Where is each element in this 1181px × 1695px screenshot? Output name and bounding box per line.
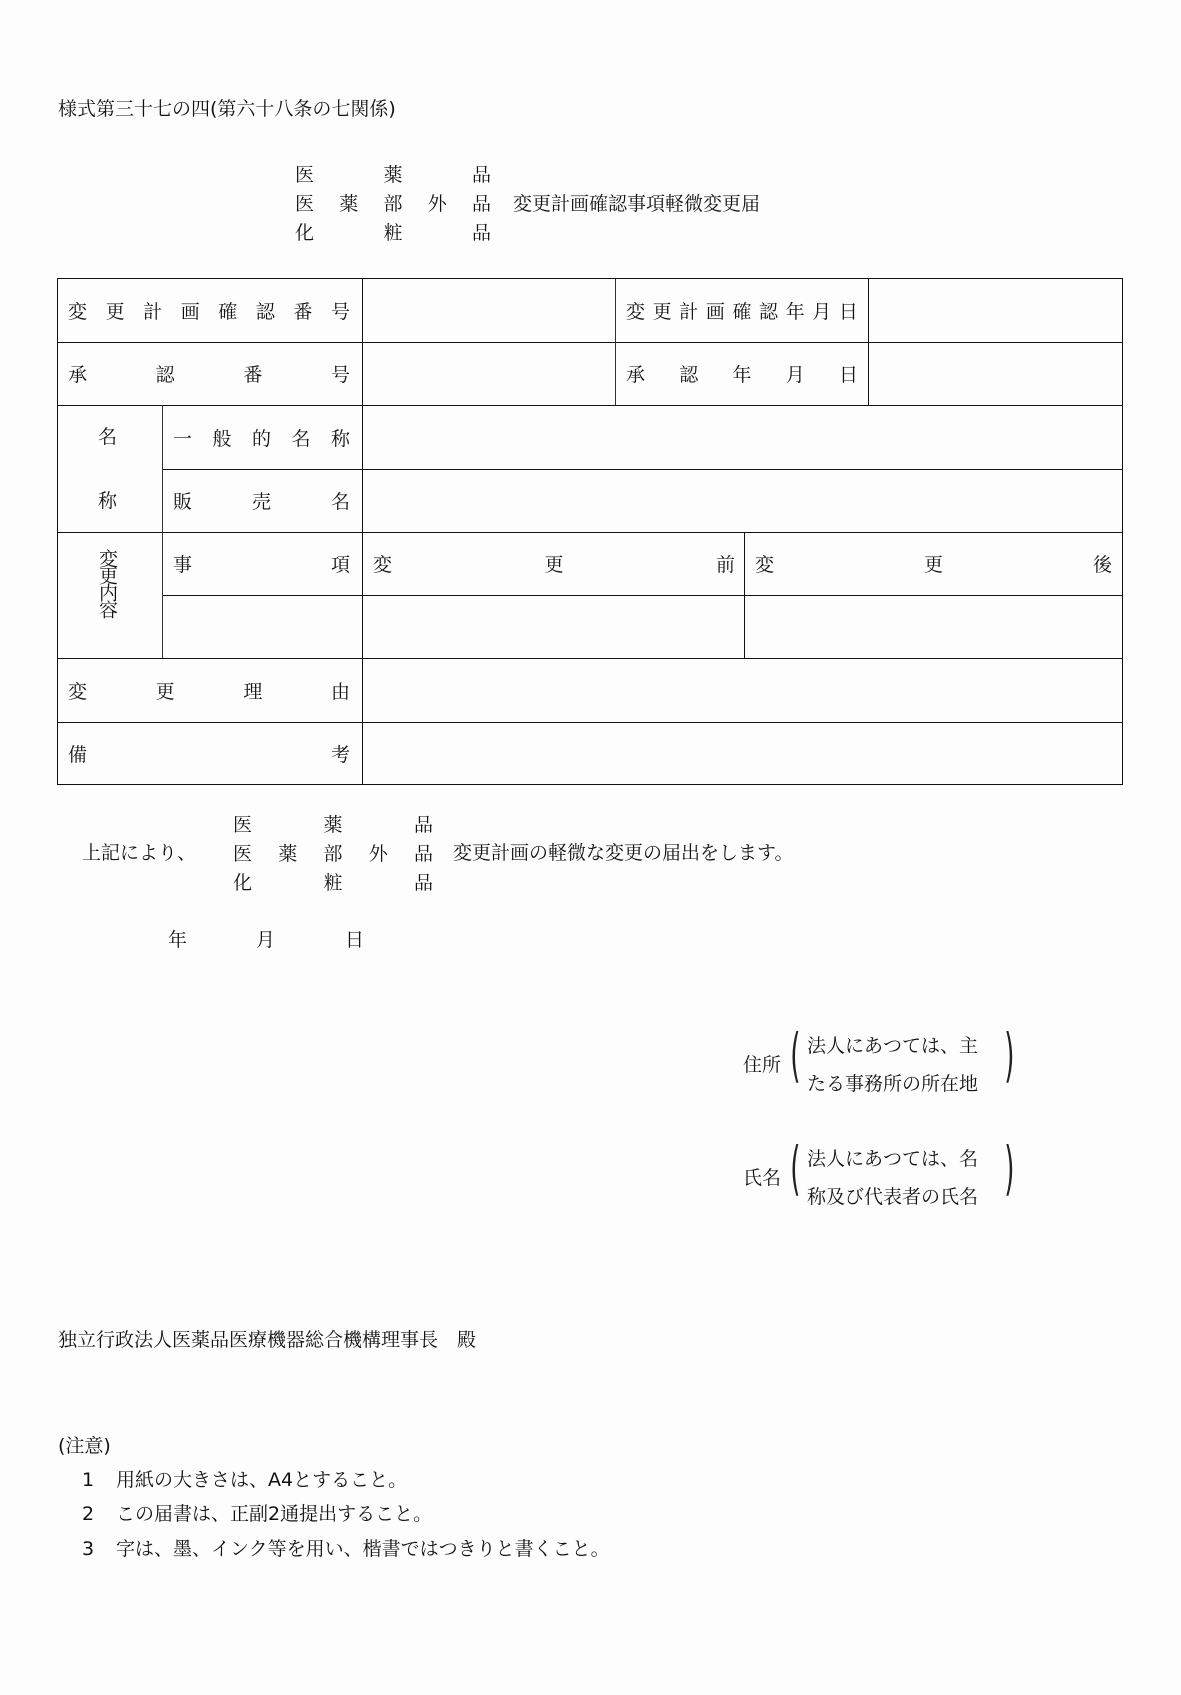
declaration-prefix: 上記により、 <box>82 842 197 864</box>
name-note-line2: 称及び代表者の氏名 <box>807 1186 979 1208</box>
title-category-drugs: 医 薬 品 <box>295 164 491 186</box>
label-change-plan-confirmation-number: 変 更 計 画 確 認 番 号 <box>68 301 350 323</box>
label-general-name: 一 般 的 名 称 <box>173 427 350 450</box>
note-item: 3 字は、墨、インク等を用い、楷書ではつきりと書くこと。 <box>82 1538 610 1560</box>
address-note-line2: たる事務所の所在地 <box>807 1073 979 1095</box>
note-item: 1 用紙の大きさは、A4とすること。 <box>82 1469 408 1491</box>
paren-close-icon: ) <box>1004 1134 1015 1202</box>
label-approval-number: 承 認 番 号 <box>68 364 350 386</box>
change-plan-confirmation-date-field[interactable] <box>869 279 1122 342</box>
remarks-field[interactable] <box>363 722 1122 784</box>
label-approval-date: 承 認 年 月 日 <box>626 364 858 386</box>
change-reason-field[interactable] <box>363 658 1122 722</box>
addressee: 独立行政法人医薬品医療機器総合機構理事長 殿 <box>58 1329 477 1351</box>
paren-close-icon: ) <box>1004 1021 1015 1089</box>
label-change-details: 変更内容 <box>96 549 118 617</box>
title-category-cosmetics: 化 粧 品 <box>295 222 491 244</box>
title-category-quasi-drugs: 医 薬 部 外 品 <box>295 193 491 215</box>
label-name-top: 名 <box>98 426 118 448</box>
brand-name-field[interactable] <box>363 469 1122 532</box>
change-plan-confirmation-number-field[interactable] <box>363 279 615 342</box>
label-item-header: 事 項 <box>173 554 350 576</box>
label-change-plan-confirmation-date: 変 更 計 画 確 認 年 月 日 <box>626 301 858 323</box>
label-change-reason: 変 更 理 由 <box>68 680 350 703</box>
label-remarks: 備 考 <box>68 743 350 766</box>
general-name-field[interactable] <box>363 405 1122 469</box>
after-change-field[interactable] <box>745 595 1122 658</box>
address-note-line1: 法人にあつては、主 <box>807 1035 979 1057</box>
name-label: 氏名 <box>743 1167 782 1189</box>
form-id: 様式第三十七の四(第六十八条の七関係) <box>58 98 396 120</box>
title-suffix: 変更計画確認事項軽微変更届 <box>513 193 761 215</box>
date-year-label: 年 <box>168 929 188 951</box>
approval-number-field[interactable] <box>363 342 615 405</box>
label-before-change-header: 変 更 前 <box>373 554 735 576</box>
change-item-field[interactable] <box>163 595 362 658</box>
title-categories <box>295 160 495 247</box>
address-label: 住所 <box>743 1054 782 1076</box>
name-note-line1: 法人にあつては、名 <box>807 1148 979 1170</box>
label-brand-name: 販 売 名 <box>173 491 350 513</box>
date-month-label: 月 <box>256 929 276 951</box>
date-day-label: 日 <box>345 929 365 951</box>
note-item: 2 この届書は、正副2通提出すること。 <box>82 1503 433 1525</box>
paren-open-icon: ( <box>790 1134 801 1202</box>
approval-date-field[interactable] <box>869 342 1122 405</box>
notes-heading: (注意) <box>58 1435 111 1457</box>
declaration-categories: 医 薬 品 医 薬 部 外 品 化 粧 品 <box>233 814 433 894</box>
before-change-field[interactable] <box>363 595 744 658</box>
label-after-change-header: 変 更 後 <box>755 554 1112 576</box>
declaration-suffix: 変更計画の軽微な変更の届出をします。 <box>453 842 794 864</box>
label-name-bottom: 称 <box>98 490 118 512</box>
form-table <box>57 278 1123 785</box>
paren-open-icon: ( <box>790 1021 801 1089</box>
